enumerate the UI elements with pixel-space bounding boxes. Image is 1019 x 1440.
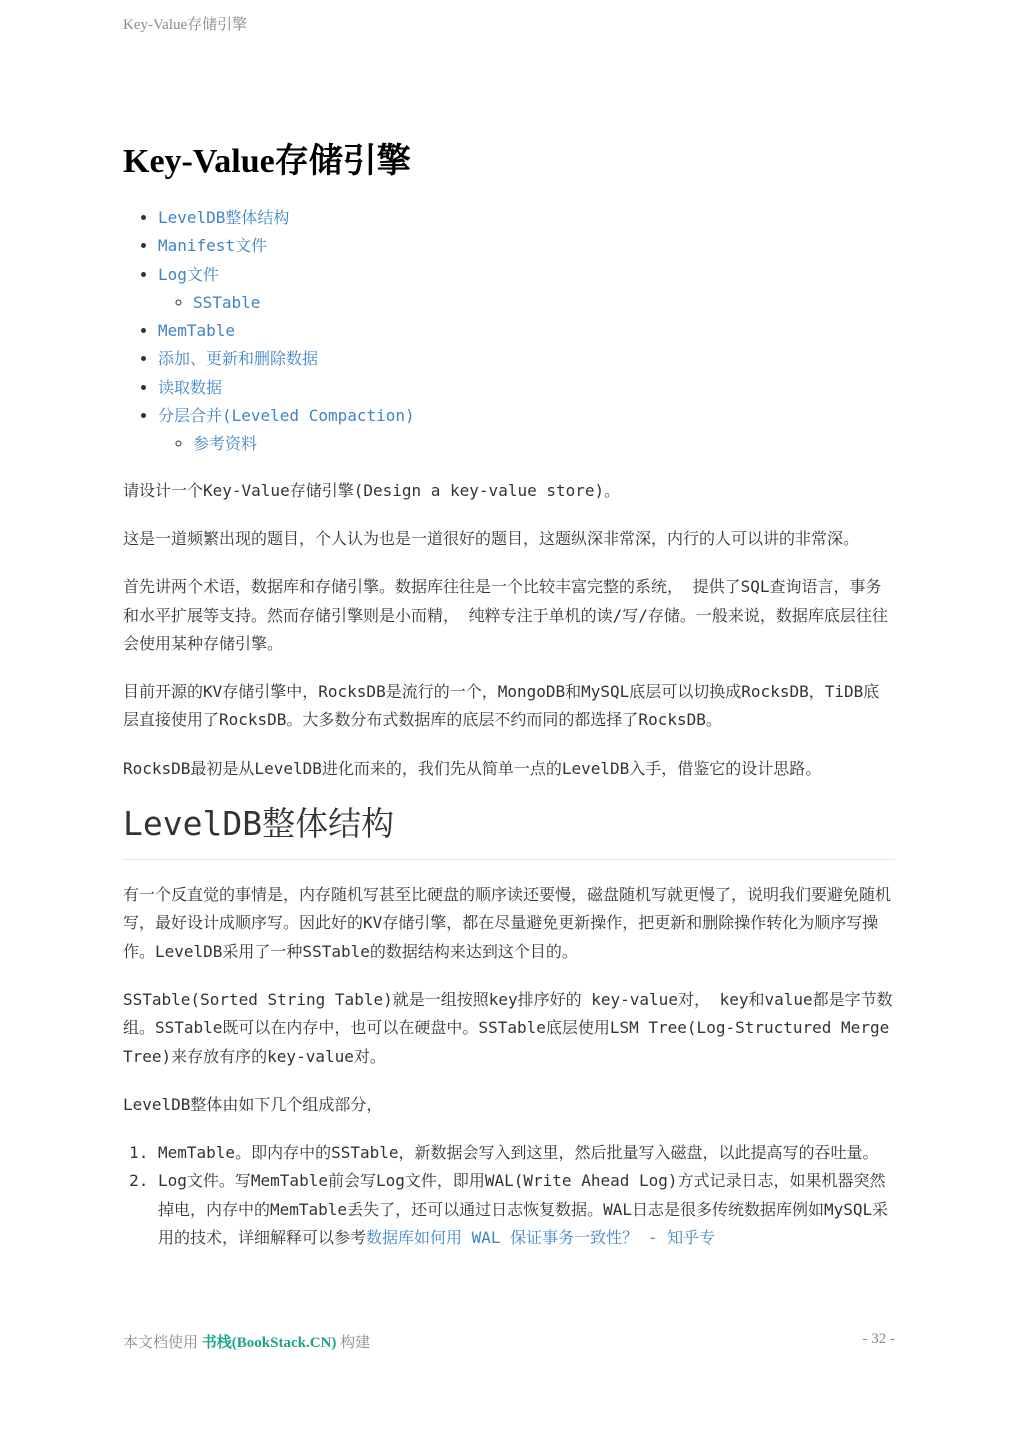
- toc-link-leveled-compaction[interactable]: 分层合并(Leveled Compaction): [158, 406, 415, 426]
- toc-list: [123, 204, 895, 459]
- document-body: [123, 140, 895, 1252]
- page-number: - 32 -: [862, 1331, 895, 1347]
- paragraph: 请设计一个Key-Value存储引擎(Design a key-value store)。: [123, 480, 621, 500]
- toc-item: [158, 317, 895, 345]
- paragraph: RocksDB最初是从LevelDB进化而来的，我们先从简单一点的LevelDB入手，借鉴它的设计思路。: [123, 758, 822, 778]
- toc-subitem: [193, 289, 895, 317]
- page-footer: [123, 1331, 895, 1352]
- toc-sublist: [158, 289, 895, 317]
- toc-link-add-update-delete[interactable]: 添加、更新和删除数据: [158, 349, 319, 369]
- toc-item: [158, 345, 895, 373]
- toc-link-memtable[interactable]: MemTable: [158, 321, 236, 341]
- list-item: [158, 1167, 895, 1252]
- running-header: Key-Value存储引擎: [123, 17, 248, 33]
- toc-item: [158, 232, 895, 260]
- paragraph: 这是一道频繁出现的题目，个人认为也是一道很好的题目，这题纵深非常深，内行的人可以讲的非常深。: [123, 528, 860, 548]
- list-item-text: MemTable。即内存中的SSTable，新数据会写入到这里，然后批量写入磁盘，以此提高写的吞吐量。: [158, 1143, 879, 1163]
- footer-suffix: 构建: [336, 1335, 371, 1351]
- footer-brand-link[interactable]: 书栈(BookStack.CN): [201, 1335, 337, 1351]
- paragraph: 有一个反直觉的事情是，内存随机写甚至比硬盘的顺序读还要慢，磁盘随机写就更慢了，说明我们要避免随机写，最好设计成顺序写。因此好的KV存储引擎，都在尽量避免更新操作，把更新和删除操作转化为顺序写操作。LevelDB采用了一种SSTable的数据结构来达到这个目的。: [123, 885, 892, 961]
- toc-link-sstable[interactable]: SSTable: [193, 292, 261, 312]
- toc-link-references[interactable]: 参考资料: [193, 434, 258, 454]
- toc-link-manifest[interactable]: Manifest文件: [158, 236, 268, 256]
- toc-item: [158, 374, 895, 402]
- paragraph: 首先讲两个术语，数据库和存储引擎。数据库往往是一个比较丰富完整的系统， 提供了SQL查询语言，事务和水平扩展等支持。然而存储引擎则是小而精， 纯粹专注于单机的读/写/存储。一般来说，数据库底层往往会使用某种存储引擎。: [123, 577, 888, 653]
- footer-prefix: 本文档使用: [123, 1335, 202, 1351]
- paragraph: LevelDB整体由如下几个组成部分，: [123, 1094, 383, 1114]
- toc-item: [158, 261, 895, 318]
- table-of-contents: [123, 204, 895, 459]
- list-item-text: Log文件。写MemTable前会写Log文件，即用WAL(Write Ahead Log)方式记录日志，如果机器突然掉电，内存中的MemTable丢失了，还可以通过日志恢复数据。WAL日志是很多传统数据库例如MySQL采用的技术，详细解释可以参考: [158, 1171, 889, 1248]
- toc-item: [158, 204, 895, 232]
- paragraph: SSTable(Sorted String Table)就是一组按照key排序好的 key-value对， key和value都是字节数组。SSTable既可以在内存中，也可以在硬盘中。SSTable底层使用LSM Tree(Log-Structured Merge Tree)来存放有序的key-value对。: [123, 989, 893, 1066]
- toc-link-read-data[interactable]: 读取数据: [158, 377, 223, 397]
- component-list: [123, 1139, 895, 1252]
- toc-link-leveldb-structure[interactable]: LevelDB整体结构: [158, 208, 290, 227]
- page-title: Key-Value存储引擎: [123, 143, 411, 180]
- list-item: [158, 1139, 895, 1167]
- paragraph: 目前开源的KV存储引擎中，RocksDB是流行的一个，MongoDB和MySQL底层可以切换成RocksDB，TiDB底层直接使用了RocksDB。大多数分布式数据库的底层不约而同的都选择了RocksDB。: [123, 682, 880, 730]
- toc-subitem: [193, 430, 895, 458]
- toc-sublist: [158, 430, 895, 458]
- section-heading: LevelDB整体结构: [123, 803, 895, 860]
- toc-item: [158, 402, 895, 459]
- toc-link-log[interactable]: Log文件: [158, 264, 219, 284]
- wal-reference-link[interactable]: 数据库如何用 WAL 保证事务一致性？ - 知乎专: [366, 1228, 716, 1248]
